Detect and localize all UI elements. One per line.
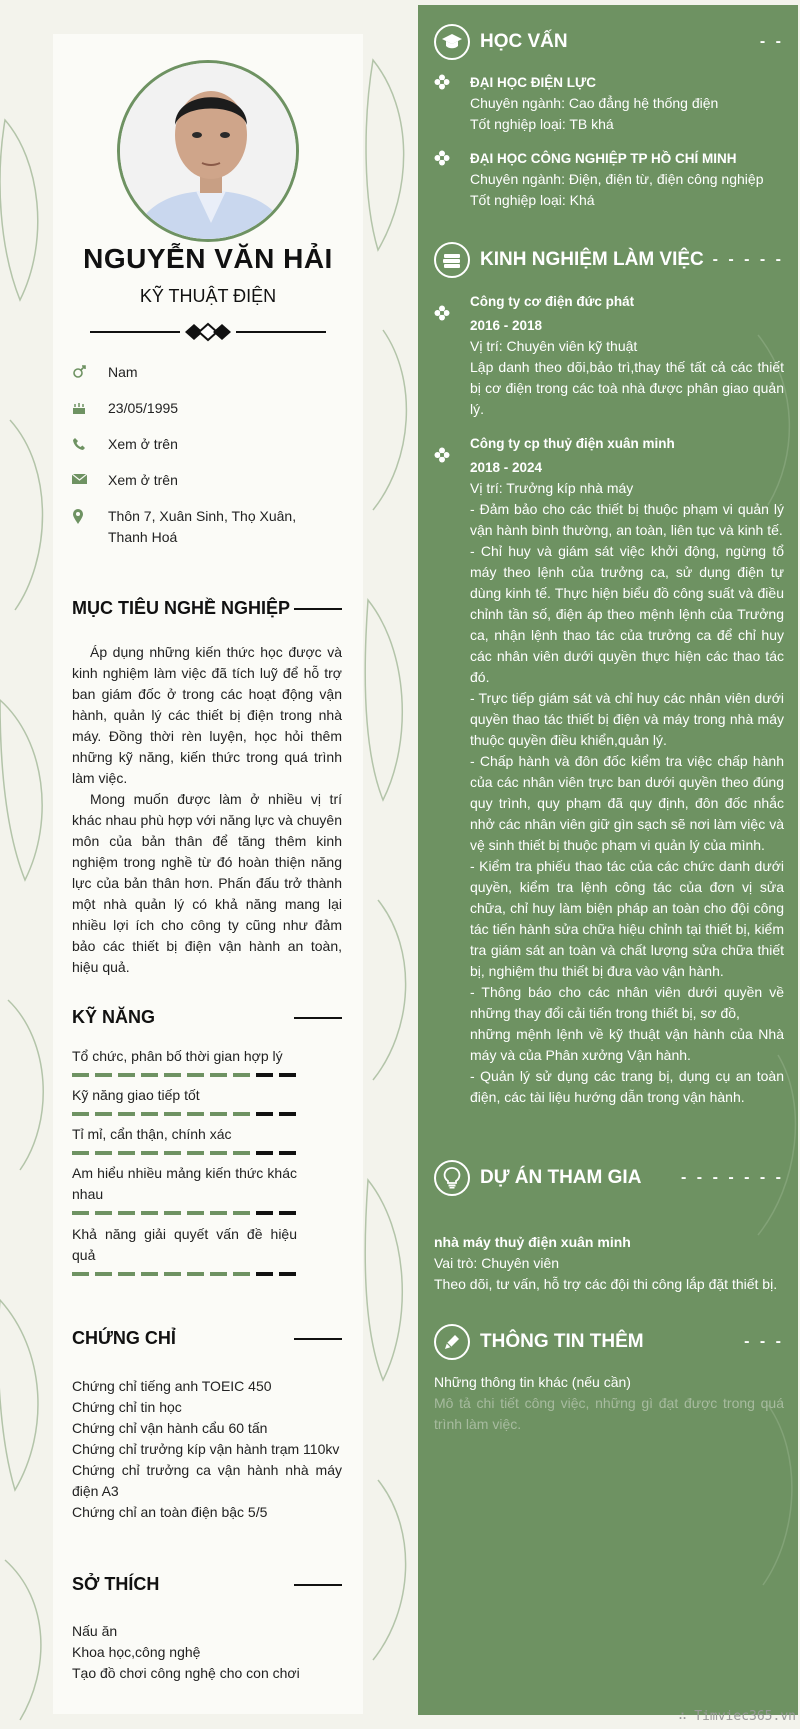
skill-level-segment	[141, 1151, 158, 1155]
education-item	[434, 148, 784, 211]
heading-line	[294, 1584, 342, 1586]
pen-icon	[434, 1324, 470, 1360]
skill-level-segment	[233, 1272, 250, 1276]
skill-level-segment	[118, 1211, 135, 1215]
skill-level-segment	[233, 1073, 250, 1077]
list-item: Chứng chỉ vận hành cẩu 60 tấn	[72, 1420, 268, 1436]
gender-icon	[72, 362, 108, 383]
skill-level-segment	[141, 1211, 158, 1215]
job-title: KỸ THUẬT ĐIỆN	[139, 286, 277, 306]
skill-level-segment	[164, 1272, 181, 1276]
skill-level-segment	[256, 1073, 273, 1077]
flower-icon	[434, 74, 450, 90]
skill-level-segment	[187, 1211, 204, 1215]
skill-level-segment	[210, 1073, 227, 1077]
skill-level-segment	[164, 1151, 181, 1155]
list-item: Khoa học,công nghệ	[72, 1644, 201, 1660]
skill-level-segment	[95, 1211, 112, 1215]
experience-heading-label: KINH NGHIỆM LÀM VIỆC	[480, 249, 704, 270]
skill-level-segment	[141, 1272, 158, 1276]
school-grade: Tốt nghiệp loại: Khá	[470, 192, 595, 208]
skill-level-segment	[256, 1151, 273, 1155]
skill-level-segment	[187, 1151, 204, 1155]
skill-level-bar	[72, 1151, 342, 1155]
project-description: Theo dõi, tư vấn, hỗ trợ các đội thi công lắp đặt thiết bị.	[434, 1276, 778, 1292]
skill-label: Tỉ mỉ, cẩn thận, chính xác	[72, 1126, 232, 1142]
skill-level-bar	[72, 1211, 342, 1215]
education-item	[434, 72, 784, 135]
job-position: Vị trí: Chuyên viên kỹ thuật	[470, 338, 638, 354]
school-name: ĐẠI HỌC CÔNG NGHIỆP TP HỒ CHÍ MINH	[470, 151, 737, 166]
heading-line	[294, 1338, 342, 1340]
skill-level-segment	[233, 1112, 250, 1116]
skill-level-segment	[164, 1073, 181, 1077]
skill-level-segment	[279, 1211, 296, 1215]
skill-level-segment	[279, 1151, 296, 1155]
objective-paragraph-1: Áp dụng những kiến thức học được và kinh nghiệm làm việc đã tích luỹ để hỗ trợ ban giám đốc ở trong các hoạt động vận hành, quản lý các thiết bị điện trong nhà máy. Đồng thời rèn luyện, học hỏi thêm những kỹ năng, kiến thức trong quá trình làm việc.	[72, 644, 342, 786]
skill-level-segment	[118, 1272, 135, 1276]
phone-icon	[72, 434, 108, 455]
project-name: nhà máy thuỷ điện xuân minh	[434, 1234, 631, 1250]
watermark: ∴ Timviec365.vn	[678, 1709, 796, 1724]
projects-heading	[434, 1160, 784, 1196]
skill-level-segment	[95, 1272, 112, 1276]
skill-label: Khả năng giải quyết vấn đề hiệu quả	[72, 1226, 297, 1263]
leaf-pattern-left	[0, 0, 60, 1729]
education-heading	[434, 24, 784, 60]
skill-label: Tổ chức, phân bố thời gian hợp lý	[72, 1048, 283, 1064]
heading-dashes: - - - - - - -	[681, 1169, 784, 1186]
gender-value: Nam	[108, 364, 138, 380]
skill-level-segment	[72, 1073, 89, 1077]
school-grade: Tốt nghiệp loại: TB khá	[470, 116, 614, 132]
additional-heading-label: THÔNG TIN THÊM	[480, 1331, 644, 1352]
objective-text	[72, 642, 342, 978]
additional-hint: Mô tả chi tiết công việc, những gì đạt được trong quá trình làm việc.	[434, 1395, 784, 1432]
project-role: Vai trò: Chuyên viên	[434, 1255, 560, 1271]
job-description: Lập danh theo dõi,bảo trì,thay thế tất cả các thiết bị cơ điện trong các toà nhà được phân giao quản lý.	[470, 359, 784, 417]
skill-item	[72, 1085, 342, 1116]
job-item	[434, 291, 784, 420]
job-period: 2016 - 2018	[470, 318, 543, 333]
job-duty: - Kiểm tra phiếu thao tác của các chức danh dưới quyền, kiểm tra lệnh công tác của đơn vị sửa chữa, chỉ huy làm biện pháp an toàn cho đội công tác tiến hành sửa chữa hiệu chỉnh tại thiết bị, kiểm tra giám sát an toàn và chất lượng sửa chữa thiết bị, nghiệm thu thiết bị đưa vào vận hành.	[470, 858, 784, 979]
skill-level-segment	[118, 1073, 135, 1077]
address-value	[108, 506, 332, 548]
leaf-pattern-middle	[363, 0, 418, 1729]
skill-level-segment	[72, 1151, 89, 1155]
title-divider	[90, 322, 326, 342]
education-heading-label: HỌC VẤN	[480, 31, 568, 52]
skill-level-segment	[141, 1112, 158, 1116]
heading-line	[294, 608, 342, 610]
list-item: Nấu ăn	[72, 1623, 118, 1639]
hobbies-list	[72, 1621, 342, 1684]
skill-level-bar	[72, 1272, 342, 1276]
objective-heading	[72, 598, 342, 619]
job-duty: - Đảm bảo cho các thiết bị thuộc phạm vi quản lý vận hành bình thường, an toàn, liên tục và kinh tế.	[470, 501, 784, 538]
flower-icon	[434, 447, 450, 463]
flower-icon	[434, 150, 450, 166]
additional-text: Những thông tin khác (nếu cần)	[434, 1374, 631, 1390]
skill-level-segment	[279, 1272, 296, 1276]
skill-level-segment	[279, 1112, 296, 1116]
school-major: Chuyên ngành: Điện, điện từ, điện công nghiệp	[470, 171, 764, 187]
phone-row	[72, 434, 332, 455]
school-major: Chuyên ngành: Cao đẳng hệ thống điện	[470, 95, 719, 111]
skill-level-segment	[164, 1112, 181, 1116]
company-name: Công ty cp thuỷ điện xuân minh	[470, 436, 675, 451]
heading-line	[294, 1017, 342, 1019]
email-value: Xem ở trên	[108, 472, 178, 488]
heading-dashes: - -	[759, 33, 784, 50]
project-item	[434, 1232, 784, 1295]
certificates-heading-label: CHỨNG CHỈ	[72, 1328, 176, 1348]
school-name: ĐẠI HỌC ĐIỆN LỰC	[470, 75, 596, 90]
job-duty: - Chỉ huy và giám sát việc khởi động, ngừng tổ máy theo lệnh của trưởng ca, sử dụng điện tự dùng kinh tế. Thực hiện biểu đồ công suất và điều chỉnh tần số, điện áp theo mệnh lệnh của Trưởng ca, nhận lệnh thao tác của trưởng ca để chỉ huy các nhân viên dưới quyền thực hiện các thao tác đó.	[470, 543, 784, 685]
skill-level-segment	[141, 1073, 158, 1077]
skills-heading	[72, 1007, 342, 1028]
job-duty: - Trực tiếp giám sát và chỉ huy các nhân viên dưới quyền thao tác thiết bị điện và máy trong nhà máy thuộc quyền điều khiển,quản lý.	[470, 690, 784, 748]
skill-level-segment	[233, 1151, 250, 1155]
list-item: Chứng chỉ trưởng ca vận hành nhà máy điện A3	[72, 1462, 342, 1499]
skill-item	[72, 1046, 342, 1077]
heading-dashes: - - -	[744, 1333, 784, 1350]
skill-item	[72, 1124, 342, 1155]
graduation-cap-icon	[434, 24, 470, 60]
skills-heading-label: KỸ NĂNG	[72, 1007, 156, 1027]
projects-heading-label: DỰ ÁN THAM GIA	[480, 1167, 642, 1188]
skill-level-segment	[233, 1211, 250, 1215]
objective-heading-label: MỤC TIÊU NGHỀ NGHIỆP	[72, 598, 291, 618]
birthday-row	[72, 398, 332, 419]
skill-level-segment	[187, 1073, 204, 1077]
skill-level-segment	[187, 1112, 204, 1116]
address-line-2: Thanh Hoá	[108, 529, 178, 545]
experience-heading	[434, 242, 784, 278]
job-position: Vị trí: Trưởng kíp nhà máy	[470, 480, 634, 496]
skill-level-segment	[210, 1151, 227, 1155]
gender-row	[72, 362, 332, 383]
skill-level-segment	[72, 1112, 89, 1116]
skill-label: Am hiểu nhiều mảng kiến thức khác nhau	[72, 1165, 297, 1202]
lightbulb-icon	[434, 1160, 470, 1196]
job-duty: - Quản lý sử dụng các trang bị, dụng cụ an toàn điện, các tài liệu hướng dẫn trong vận hành.	[470, 1068, 784, 1105]
skill-level-segment	[210, 1211, 227, 1215]
envelope-icon	[72, 470, 108, 491]
skill-level-segment	[256, 1272, 273, 1276]
skill-label: Kỹ năng giao tiếp tốt	[72, 1087, 200, 1103]
additional-heading	[434, 1324, 784, 1360]
address-row	[72, 506, 332, 548]
person-photo	[120, 63, 299, 242]
skill-level-segment	[256, 1112, 273, 1116]
list-item: Chứng chỉ an toàn điện bậc 5/5	[72, 1504, 268, 1520]
books-icon	[434, 242, 470, 278]
objective-paragraph-2: Mong muốn được làm ở nhiều vị trí khác nhau phù hợp với năng lực và chuyên môn của bản thân để tăng thêm kinh nghiệm trong nghề từ đó hoàn thiện năng lực của bản thân hơn. Phấn đấu trở thành một nhà quản lý có khả năng mang lại nhiều lợi ích cho công ty cũng như đảm bảo các thiết bị điện vận hành an toàn, hiệu quả.	[72, 791, 342, 975]
skill-item	[72, 1224, 342, 1276]
company-name: Công ty cơ điện đức phát	[470, 294, 635, 309]
job-duty: - Chấp hành và đôn đốc kiểm tra việc chấp hành của các nhân viên trực ban dưới quyền theo đúng quy trình, quy phạm đã quy định, đôn đốc nhắc nhở các nhân viên giữ gìn sạch sẽ nơi làm việc và vệ sinh thiết bị thuộc phạm vi quản lý của mình.	[470, 753, 784, 853]
list-item: Chứng chỉ tiếng anh TOEIC 450	[72, 1378, 272, 1394]
skill-level-segment	[118, 1112, 135, 1116]
avatar	[117, 60, 299, 242]
skill-level-segment	[95, 1073, 112, 1077]
skill-level-segment	[95, 1151, 112, 1155]
flower-icon	[434, 305, 450, 321]
additional-info	[434, 1372, 784, 1435]
job-item	[434, 433, 784, 1108]
list-item: Tạo đồ chơi công nghệ cho con chơi	[72, 1665, 300, 1681]
skill-level-segment	[279, 1073, 296, 1077]
skill-level-segment	[118, 1151, 135, 1155]
skill-level-segment	[72, 1272, 89, 1276]
skill-level-segment	[187, 1272, 204, 1276]
candidate-name: NGUYỄN VĂN HẢI	[83, 243, 333, 274]
list-item: Chứng chỉ tin học	[72, 1399, 182, 1415]
birthday-value: 23/05/1995	[108, 400, 179, 416]
email-row	[72, 470, 332, 491]
hobbies-heading	[72, 1574, 342, 1595]
address-line-1: Thôn 7, Xuân Sinh, Thọ Xuân,	[108, 508, 297, 524]
skill-level-segment	[210, 1272, 227, 1276]
list-item: Chứng chỉ trưởng kíp vận hành trạm 110kv	[72, 1441, 340, 1457]
skill-level-segment	[72, 1211, 89, 1215]
skill-level-segment	[164, 1211, 181, 1215]
skill-level-segment	[210, 1112, 227, 1116]
skill-level-segment	[95, 1112, 112, 1116]
job-duty: - Thông báo cho các nhân viên dưới quyền về những thay đổi cải tiến trong thiết bị, sơ đồ,	[470, 984, 784, 1021]
phone-value: Xem ở trên	[108, 436, 178, 452]
job-period: 2018 - 2024	[470, 460, 543, 475]
skill-item	[72, 1163, 342, 1215]
skill-level-bar	[72, 1073, 342, 1077]
certificates-heading	[72, 1328, 342, 1349]
heading-dashes: - - - - -	[712, 251, 784, 268]
cake-icon	[72, 398, 108, 419]
location-pin-icon	[72, 506, 108, 548]
hobbies-heading-label: SỞ THÍCH	[72, 1574, 160, 1594]
skill-level-bar	[72, 1112, 342, 1116]
job-duty: những mệnh lệnh về kỹ thuật vận hành của Nhà máy và của Phân xưởng Vận hành.	[470, 1026, 784, 1063]
certificates-list	[72, 1376, 342, 1523]
skill-level-segment	[256, 1211, 273, 1215]
